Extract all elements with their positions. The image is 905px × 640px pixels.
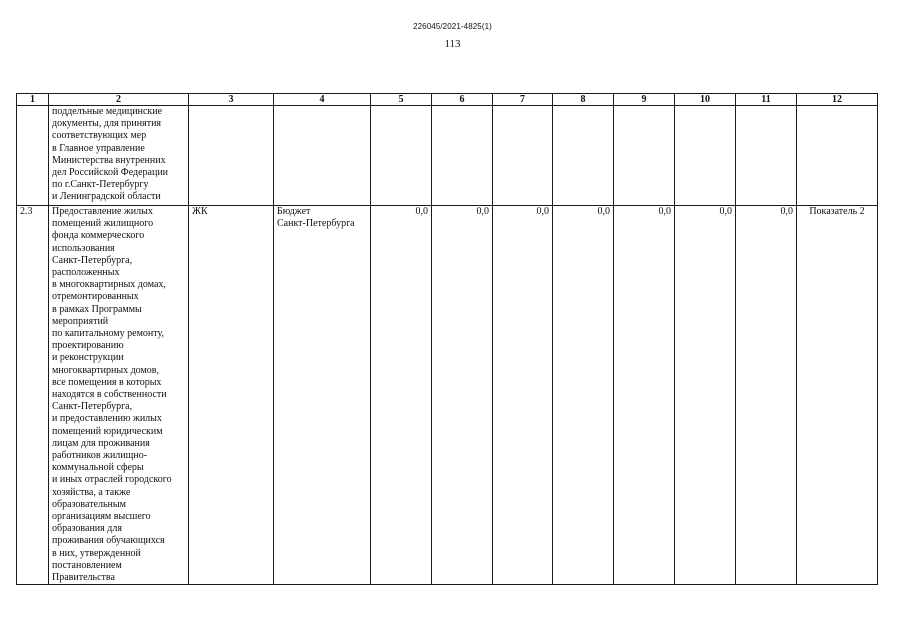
row-number xyxy=(17,106,49,206)
measure-description: подделъные медицинские документы, для принятия соответствующих мер в Главное управление Министерства внутренних дел Российской Федерации по г.Санкт-Петербургу и Ленинградской области xyxy=(49,106,189,206)
col-header-5: 5 xyxy=(371,94,432,106)
executor-cell xyxy=(189,106,274,206)
row-number: 2.3 xyxy=(17,206,49,585)
page-number: 113 xyxy=(444,38,461,50)
document-id: 226045/2021-4825(1) xyxy=(413,22,492,31)
col-header-11: 11 xyxy=(736,94,797,106)
program-table xyxy=(16,93,878,585)
value-cell: 0,0 xyxy=(553,206,614,585)
col-header-2: 2 xyxy=(49,94,189,106)
value-cell xyxy=(614,106,675,206)
col-header-12: 12 xyxy=(797,94,878,106)
funding-source-cell: Бюджет Санкт-Петербурга xyxy=(274,206,371,585)
value-cell xyxy=(675,106,736,206)
indicator-cell xyxy=(797,106,878,206)
value-cell: 0,0 xyxy=(675,206,736,585)
value-cell xyxy=(432,106,493,206)
value-cell xyxy=(371,106,432,206)
value-cell: 0,0 xyxy=(614,206,675,585)
col-header-3: 3 xyxy=(189,94,274,106)
table-row xyxy=(17,206,878,585)
executor-cell: ЖК xyxy=(189,206,274,585)
col-header-7: 7 xyxy=(493,94,553,106)
indicator-cell: Показатель 2 xyxy=(797,206,878,585)
value-cell: 0,0 xyxy=(736,206,797,585)
value-cell: 0,0 xyxy=(371,206,432,585)
col-header-10: 10 xyxy=(675,94,736,106)
col-header-1: 1 xyxy=(17,94,49,106)
col-header-9: 9 xyxy=(614,94,675,106)
table-row xyxy=(17,106,878,206)
funding-source-cell xyxy=(274,106,371,206)
value-cell xyxy=(736,106,797,206)
col-header-4: 4 xyxy=(274,94,371,106)
measure-description: Предоставление жилых помещений жилищного фонда коммерческого использования Санкт-Петербурга, расположенных в многоквартирных домах, отремонтированных в рамках Программы мероприятий по капитальному ремонту, проектированию и реконструкции многоквартирных домов, все помещения в которых находятся в собственности Санкт-Петербурга, и предоставлению жилых помещений юридическим лицам для проживания работников жилищно- коммунальной сферы и иных отраслей городского хозяйства, а также образовательным организациям высшего образования для проживания обучающихся в них, утвержденной постановлением Правительства xyxy=(49,206,189,585)
value-cell: 0,0 xyxy=(432,206,493,585)
column-number-row xyxy=(17,94,878,106)
value-cell xyxy=(493,106,553,206)
col-header-6: 6 xyxy=(432,94,493,106)
col-header-8: 8 xyxy=(553,94,614,106)
value-cell: 0,0 xyxy=(493,206,553,585)
value-cell xyxy=(553,106,614,206)
